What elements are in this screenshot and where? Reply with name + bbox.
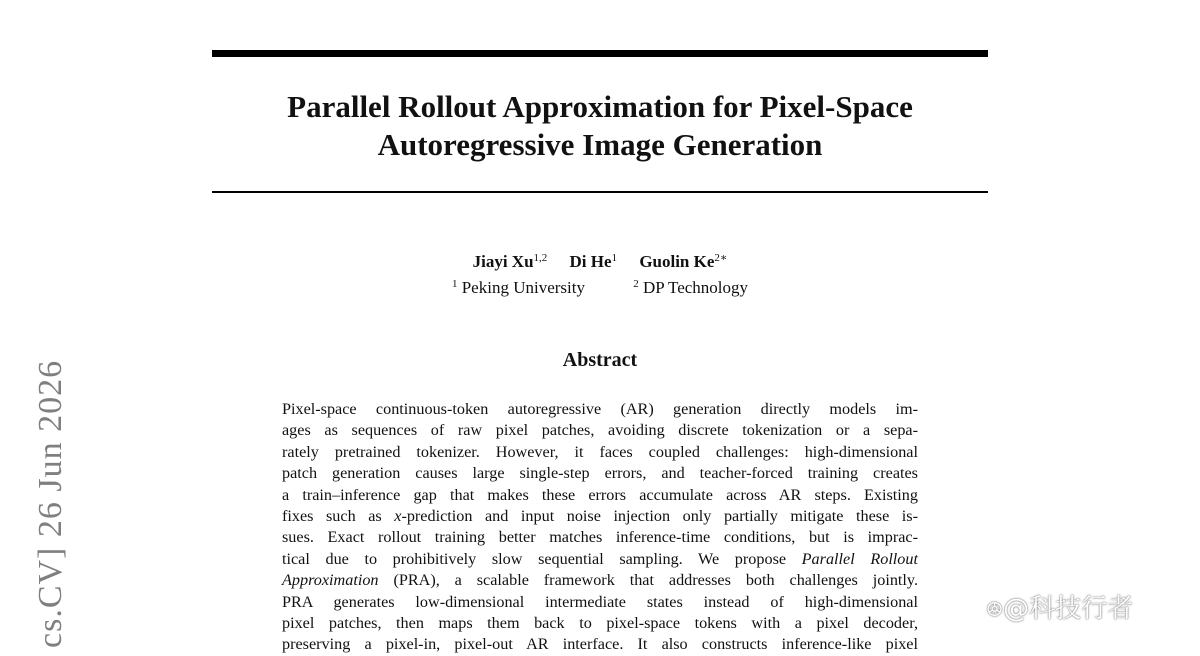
source-watermark bbox=[986, 588, 1133, 625]
abstract-line: sues. Exact rollout training better matches inference-time conditions, but is imprac- bbox=[282, 528, 918, 547]
title-line-2: Autoregressive Image Generation bbox=[377, 127, 823, 162]
abstract-line: Approximation (PRA), a scalable framework that addresses both challenges jointly. bbox=[282, 571, 918, 590]
author-name: Guolin Ke bbox=[639, 252, 715, 271]
affiliation-name: DP Technology bbox=[642, 278, 749, 297]
paper-title bbox=[212, 88, 988, 164]
watermark-text: @科技行者 bbox=[1003, 594, 1134, 624]
abstract-line: patch generation causes large single-step errors, and teacher-forced training creates bbox=[282, 464, 918, 483]
abstract-line: Pixel-space continuous-token autoregressive (AR) generation directly models im- bbox=[282, 400, 918, 418]
author-name: Jiayi Xu bbox=[472, 252, 534, 271]
author-affiliation-mark: 2∗ bbox=[714, 252, 728, 264]
author-name: Di He bbox=[569, 252, 612, 271]
abstract-line: tical due to prohibitively slow sequential sampling. We propose Parallel Rollout bbox=[282, 549, 918, 568]
arxiv-identifier-stamp: cs.CV] 26 Jun 2026 bbox=[32, 359, 69, 648]
bottom-rule bbox=[212, 191, 988, 193]
paw-icon: ꔮ bbox=[986, 598, 1004, 623]
method-name-emphasis: Approximation bbox=[282, 571, 379, 590]
abstract-line: preserving a pixel-in, pixel-out AR interface. It also constructs inference-like pixel bbox=[282, 635, 918, 654]
abstract-line: fixes such as x-prediction and input noise injection only partially mitigate these is- bbox=[282, 507, 918, 526]
author-block bbox=[212, 247, 988, 299]
title-line-1: Parallel Rollout Approximation for Pixel-Space bbox=[287, 89, 913, 124]
abstract-body bbox=[282, 399, 918, 656]
author-affiliation-mark: 1,2 bbox=[533, 252, 548, 264]
abstract-line: pixel patches, then maps them back to pixel-space tokens with a pixel decoder, bbox=[282, 614, 918, 633]
abstract-line: a train–inference gap that makes these errors accumulate across AR steps. Existing bbox=[282, 485, 918, 504]
math-variable: x bbox=[394, 507, 402, 526]
author-affiliation-mark: 1 bbox=[611, 252, 618, 264]
top-rule bbox=[212, 50, 988, 57]
author-list bbox=[212, 247, 988, 273]
method-name-emphasis: Parallel Rollout bbox=[801, 549, 918, 568]
abstract-line: rately pretrained tokenizer. However, it faces coupled challenges: high-dimensional bbox=[282, 442, 918, 461]
abstract-line: ages as sequences of raw pixel patches, avoiding discrete tokenization or a sepa- bbox=[282, 421, 918, 440]
affiliation-mark: 2 bbox=[633, 278, 639, 290]
affiliation-mark: 1 bbox=[451, 278, 458, 290]
affiliation-name: Peking University bbox=[461, 278, 585, 297]
affiliation-list bbox=[212, 273, 988, 299]
abstract-heading: Abstract bbox=[562, 349, 638, 371]
abstract-line: PRA generates low-dimensional intermediate states instead of high-dimensional bbox=[282, 592, 918, 611]
